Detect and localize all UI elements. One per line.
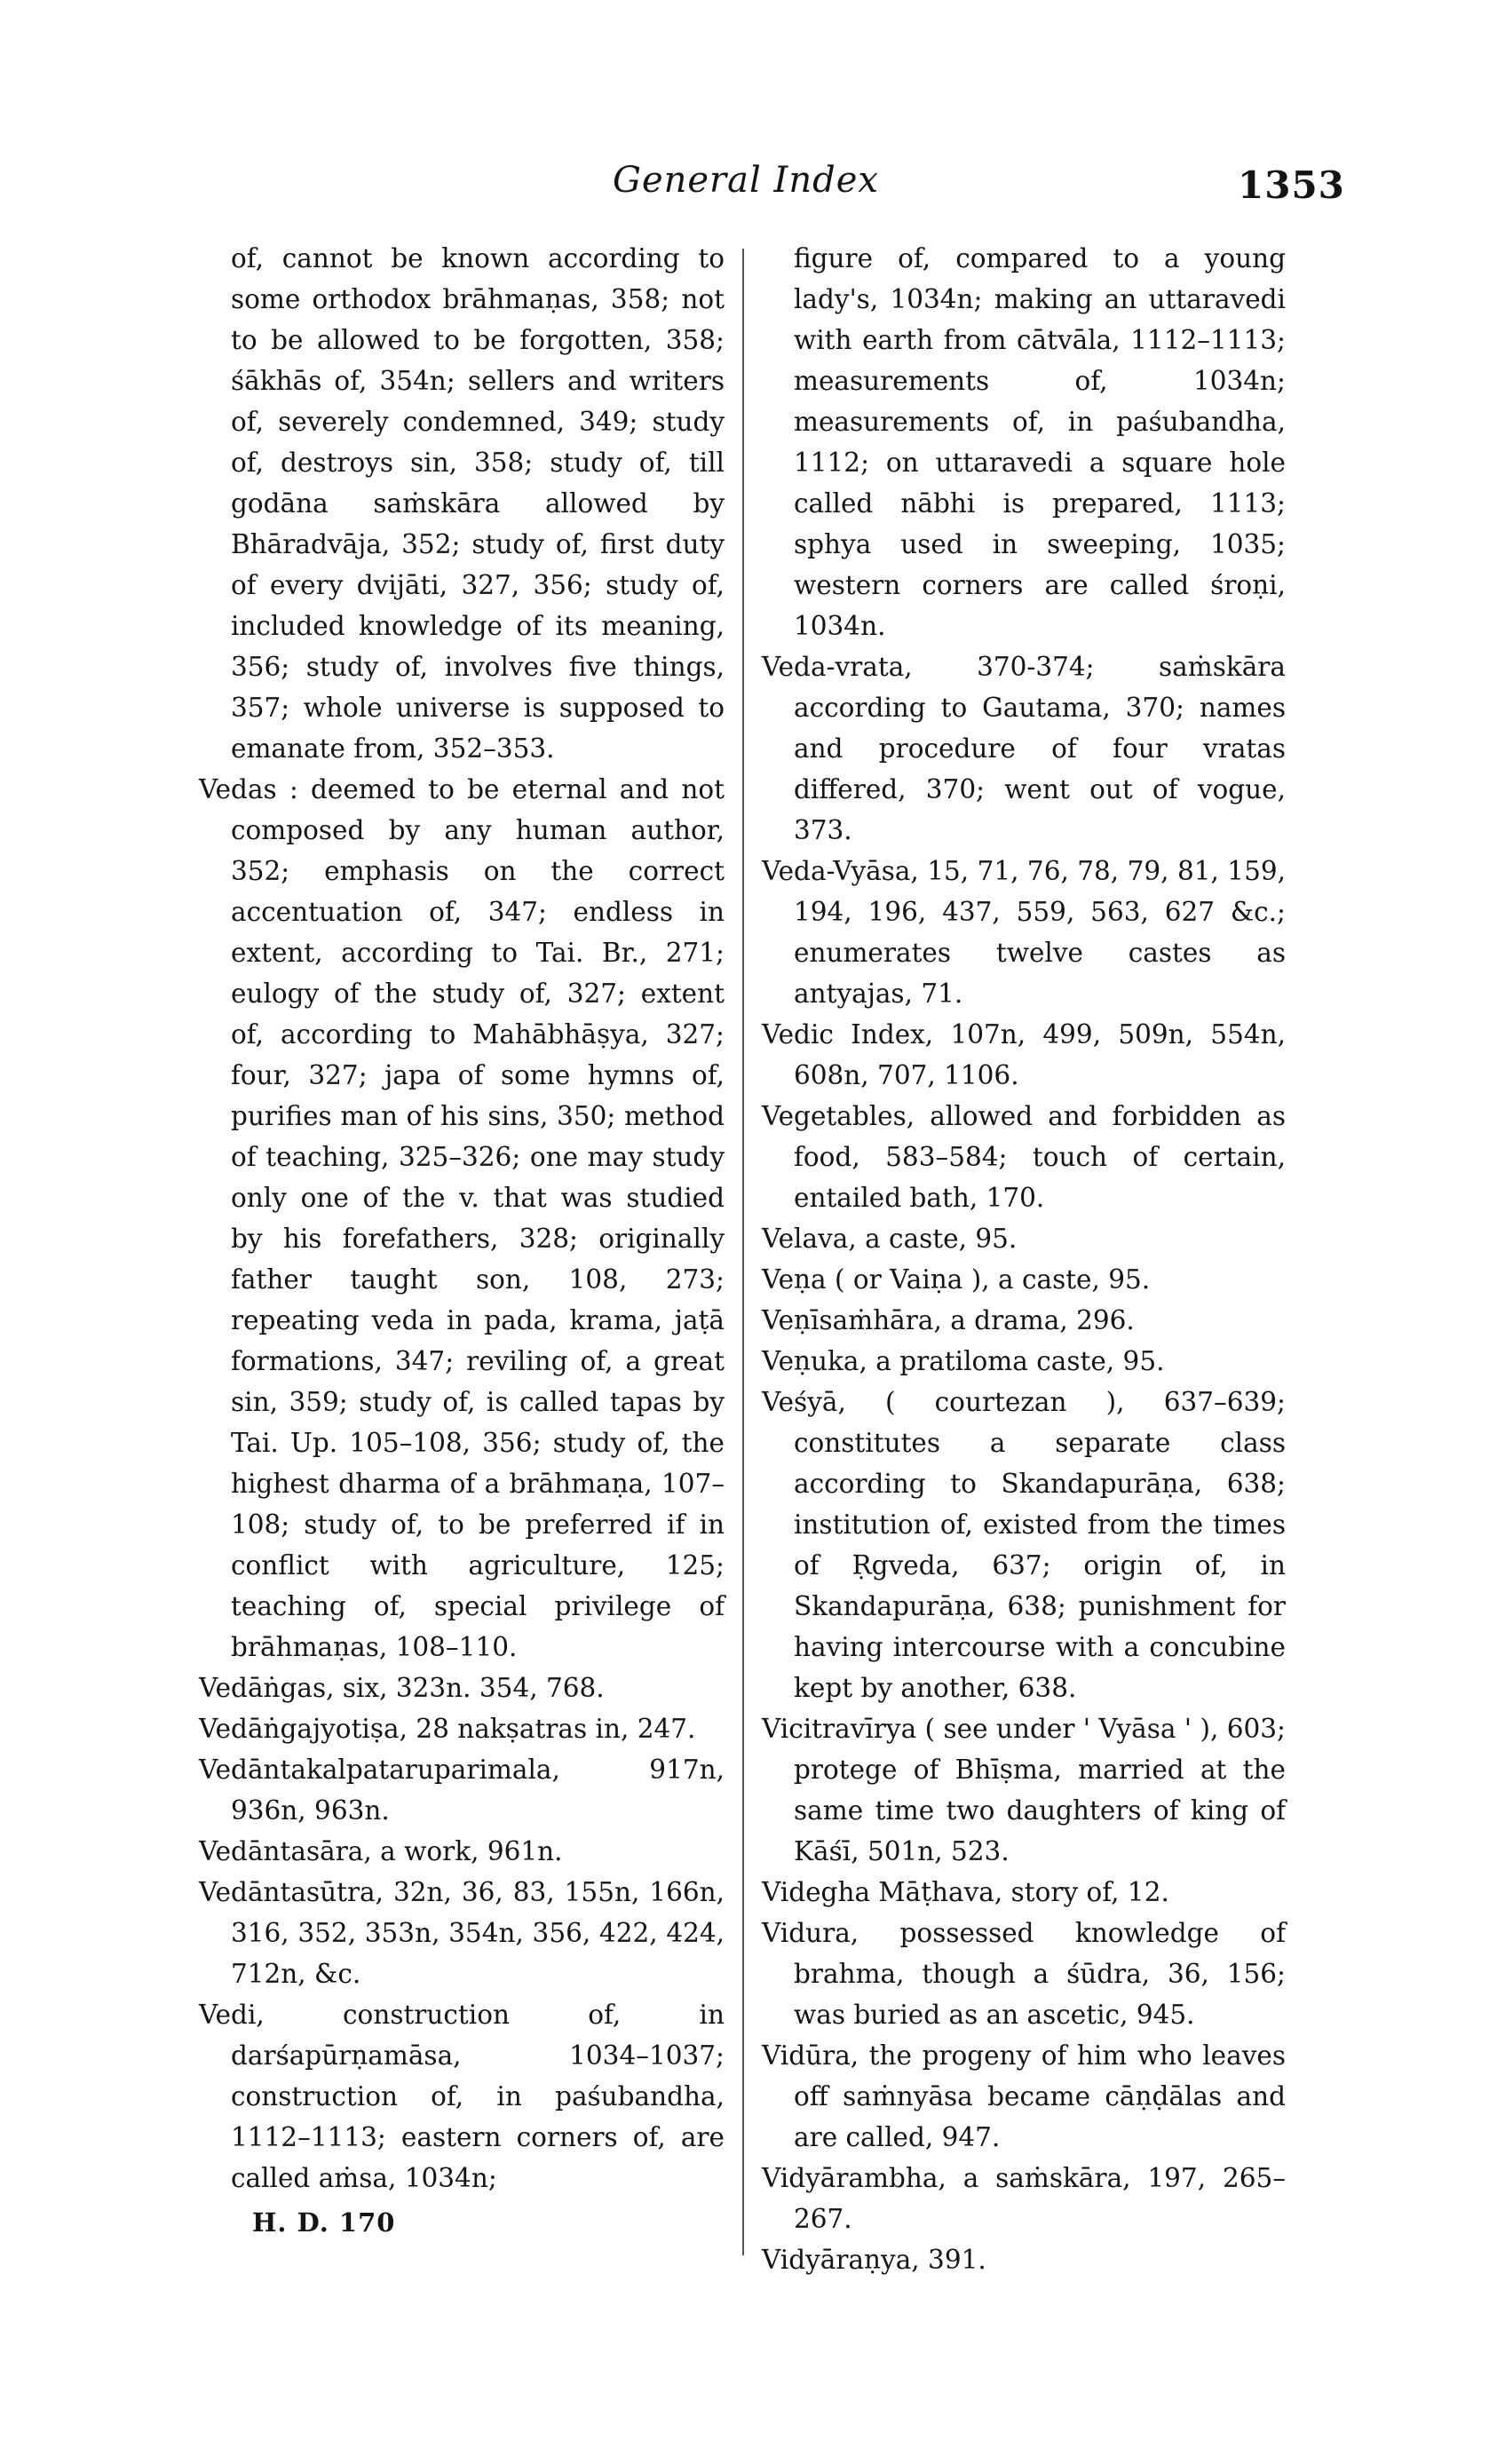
index-entry-vedas: Vedas : deemed to be eternal and not composed by any human author, 352; emphasis on the correct accentuation of, 347; endless in extent, according to Tai. Br., 271; eulogy of the study of, 327; extent of, according to Mahābhāṣya, 327; four, 327; japa of some hymns of, purifies man of his sins, 350; method of teaching, 325–326; one may study only one of the v. that was studied by his forefathers, 328; originally father taught son, 108, 273; repeating veda in pada, krama, jaṭā formations, 347; reviling of, a great sin, 359; study of, is called tapas by Tai. Up. 105–108, 356; study of, the highest dharma of a brāhmaṇa, 107–108; study of, to be preferred if in conflict with agriculture, 125; teaching of, special privilege of brāhmaṇas, 108–110. — [199, 774, 725, 1662]
page-number: 1353 — [1238, 163, 1345, 207]
index-entry-veda-vyasa: Veda-Vyāsa, 15, 71, 76, 78, 79, 81, 159, 194, 196, 437, 559, 563, 627 &c.; enumerates twelve castes as antyajas, 71. — [762, 856, 1286, 1009]
index-entry-vidyarambha: Vidyārambha, a saṁskāra, 197, 265–267. — [762, 2163, 1286, 2234]
index-entry-vesya: Veśyā, ( courtezan ), 637–639; constitutes a separate class according to Skandapurāṇa, 638; institution of, existed from the times of Ṛgveda, 637; origin of, in Skandapurāṇa, 638; punishment for having intercourse with a concubine kept by another, 638. — [762, 1387, 1286, 1703]
index-entry-venuka: Veṇuka, a pratiloma caste, 95. — [762, 1346, 1165, 1376]
index-entry-venisamhara: Veṇīsaṁhāra, a drama, 296. — [762, 1305, 1135, 1335]
index-entry-vedangas: Vedāṅgas, six, 323n. 354, 768. — [199, 1673, 605, 1703]
index-entry-vidura-progeny: Vidūra, the progeny of him who leaves off saṁnyāsa became cāṇḍālas and are called, 947. — [762, 2040, 1286, 2152]
index-entry-vidura: Vidura, possessed knowledge of brahma, though a śūdra, 36, 156; was buried as an ascetic, 945. — [762, 1918, 1286, 2030]
index-entry-vedangajyotisa: Vedāṅgajyotiṣa, 28 nakṣatras in, 247. — [199, 1714, 696, 1744]
index-entry-vedantasutra: Vedāntasūtra, 32n, 36, 83, 155n, 166n, 316, 352, 353n, 354n, 356, 422, 424, 712n, &c. — [199, 1877, 725, 1989]
index-entry-videgha-mathava: Videgha Māṭhava, story of, 12. — [762, 1877, 1169, 1907]
index-entry-vedantakalpataruparimala: Vedāntakalpataruparimala, 917n, 936n, 963n. — [199, 1755, 725, 1826]
index-entry-vedantasara: Vedāntasāra, a work, 961n. — [199, 1836, 563, 1866]
index-entry-vegetables: Vegetables, allowed and forbidden as food, 583–584; touch of certain, entailed bath, 170. — [762, 1101, 1286, 1213]
index-entry-vedi-continued: figure of, compared to a young lady's, 1034n; making an uttaravedi with earth from cātvāla, 1112–1113; measurements of, 1034n; measurements of, in paśubandha, 1112; on uttaravedi a square hole called nābhi is prepared, 1113; sphya used in sweeping, 1035; western corners are called śroṇi, 1034n. — [794, 243, 1286, 641]
index-entry-vedi: Vedi, construction of, in darśapūrṇamāsa, 1034–1037; construction of, in paśubandha, 1112–1113; eastern corners of, are called aṁsa, 1034n; — [199, 2000, 725, 2193]
right-column — [762, 238, 1286, 2280]
left-column — [199, 238, 725, 2243]
index-entry-velava: Velava, a caste, 95. — [762, 1224, 1018, 1254]
running-header-title: General Index — [613, 160, 879, 201]
index-entry-vicitravirya: Vicitravīrya ( see under ' Vyāsa ' ), 603; protege of Bhīṣma, married at the same time two daughters of king of Kāśī, 501n, 523. — [762, 1714, 1286, 1866]
column-divider — [742, 249, 744, 2255]
index-entry-vedic-index: Vedic Index, 107n, 499, 509n, 554n, 608n, 707, 1106. — [762, 1019, 1286, 1090]
index-entry-vidyaranya: Vidyāraṇya, 391. — [762, 2245, 986, 2275]
index-entry-vena: Veṇa ( or Vaiṇa ), a caste, 95. — [762, 1264, 1151, 1295]
index-entry-veda-vrata: Veda-vrata, 370-374; saṁskāra according to Gautama, 370; names and procedure of four vratas differed, 370; went out of vogue, 373. — [762, 652, 1286, 845]
index-entry-veda-continued: of, cannot be known according to some orthodox brāhmaṇas, 358; not to be allowed to be forgotten, 358; śākhās of, 354n; sellers and writers of, severely condemned, 349; study of, destroys sin, 358; study of, till godāna saṁskāra allowed by Bhāradvāja, 352; study of, first duty of every dvijāti, 327, 356; study of, included knowledge of its meaning, 356; study of, involves five things, 357; whole universe is supposed to emanate from, 352–353. — [231, 243, 725, 764]
printer-signature-mark: H. D. 170 — [252, 2207, 396, 2238]
